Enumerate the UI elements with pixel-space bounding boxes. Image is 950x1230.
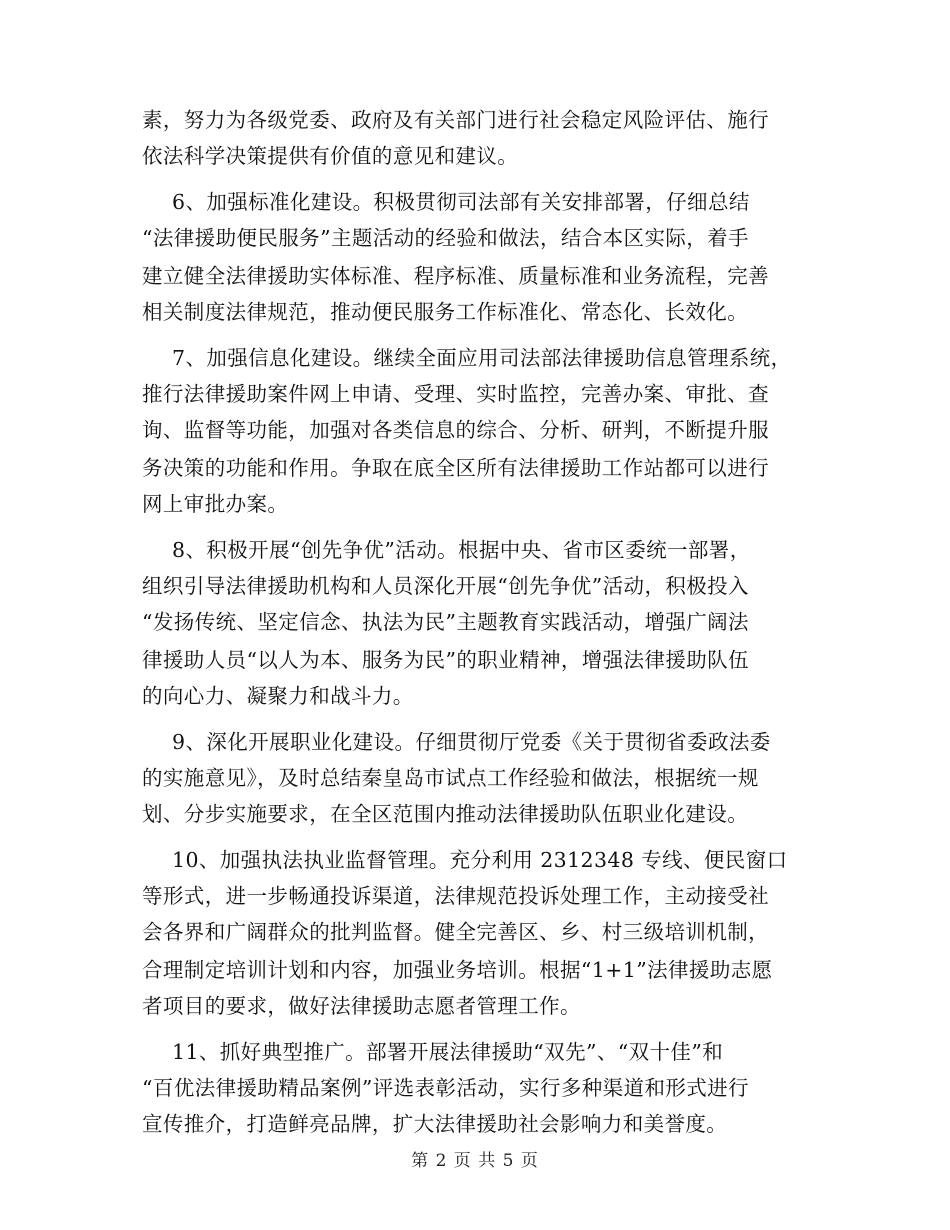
text-line: 9、深化开展职业化建设。仔细贯彻厅党委《关于贯彻省委政法委 (172, 730, 771, 754)
text-line: “百优法律援助精品案例”评选表彰活动，实行多种渠道和形式进行 (142, 1076, 749, 1100)
text-line: 合理制定培训计划和内容，加强业务培训。根据“1+1”法律援助志愿 (142, 958, 773, 982)
text-line: 素，努力为各级党委、政府及有关部门进行社会稳定风险评估、施行 (142, 108, 769, 132)
text-line: 划、分步实施要求，在全区范围内推动法律援助队伍职业化建设。 (142, 802, 749, 826)
text-line: 6、加强标准化建设。积极贯彻司法部有关安排部署，仔细总结 (172, 190, 750, 214)
text-line: 推行法律援助案件网上申请、受理、实时监控，完善办案、审批、查 (142, 382, 769, 406)
text-line: 的向心力、凝聚力和战斗力。 (142, 684, 414, 708)
text-line: 网上审批办案。 (142, 492, 289, 516)
text-line: “发扬传统、坚定信念、执法为民”主题教育实践活动，增强广阔法 (142, 610, 749, 634)
text-line: 者项目的要求，做好法律援助志愿者管理工作。 (142, 994, 581, 1018)
text-line: 会各界和广阔群众的批判监督。健全完善区、乡、村三级培训机制， (142, 920, 769, 944)
text-line: 的实施意见》，及时总结秦皇岛市试点工作经验和做法，根据统一规 (142, 766, 759, 790)
text-line: 宣传推介，打造鲜亮品牌，扩大法律援助社会影响力和美誉度。 (142, 1112, 728, 1136)
text-line: 建立健全法律援助实体标准、程序标准、质量标准和业务流程，完善 (142, 264, 769, 288)
text-line: 11、抓好典型推广。部署开展法律援助“双先”、“双十佳”和 (172, 1040, 724, 1064)
text-line: 相关制度法律规范，推动便民服务工作标准化、常态化、长效化。 (142, 300, 749, 324)
page-number-footer: 第 2 页 共 5 页 (411, 1151, 539, 1171)
text-line: 等形式，进一步畅通投诉渠道，法律规范投诉处理工作，主动接受社 (142, 884, 769, 908)
text-line: 律援助人员“以人为本、服务为民”的职业精神，增强法律援助队伍 (142, 648, 749, 672)
text-line: 8、积极开展“创先争优”活动。根据中央、省市区委统一部署， (172, 538, 751, 562)
text-line: 组织引导法律援助机构和人员深化开展“创先争优”活动，积极投入 (142, 574, 749, 598)
text-line: “法律援助便民服务”主题活动的经验和做法，结合本区实际，着手 (142, 226, 749, 250)
text-line: 询、监督等功能，加强对各类信息的综合、分析、研判，不断提升服 (142, 418, 769, 442)
text-line: 10、加强执法执业监督管理。充分利用 2312348 专线、便民窗口 (172, 848, 788, 872)
text-line: 7、加强信息化建设。继续全面应用司法部法律援助信息管理系统， (172, 346, 792, 370)
text-line: 务决策的功能和作用。争取在底全区所有法律援助工作站都可以进行 (142, 456, 769, 480)
text-line: 依法科学决策提供有价值的意见和建议。 (142, 144, 519, 168)
